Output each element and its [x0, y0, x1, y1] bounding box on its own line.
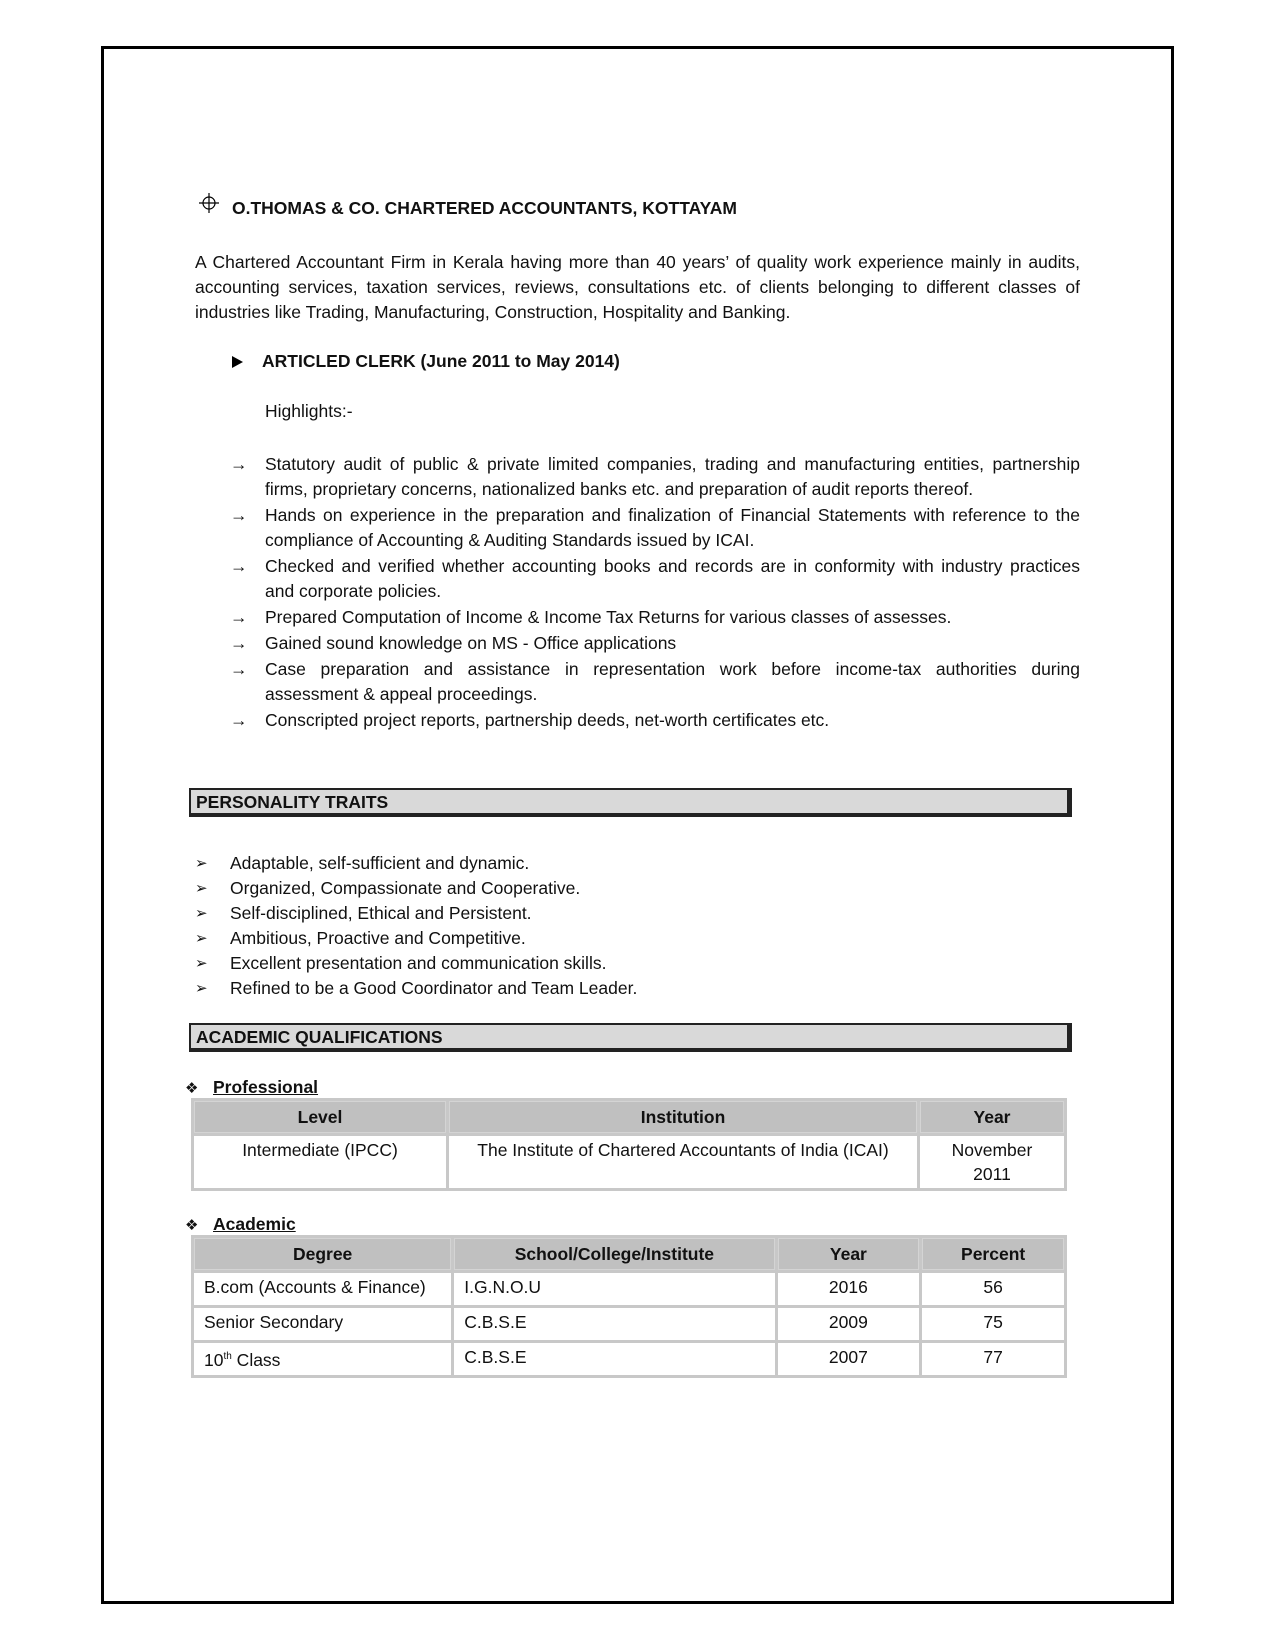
table-row	[194, 1308, 1064, 1340]
list-item: ➢ Organized, Compassionate and Cooperative.	[195, 876, 637, 901]
table-row	[194, 1273, 1064, 1305]
cell-degree: B.com (Accounts & Finance)	[194, 1273, 451, 1305]
arrow-icon: →	[230, 454, 248, 474]
role-title	[232, 351, 620, 372]
cell-percent: 77	[922, 1343, 1064, 1375]
column-header: Year	[778, 1238, 920, 1270]
list-item: ➢ Adaptable, self-sufficient and dynamic.	[195, 851, 637, 876]
firm-description: A Chartered Accountant Firm in Kerala having more than 40 years’ of quality work experience mainly in audits, accounting services, taxation services, reviews, consultations etc. of clients belonging to different classes of industries like Trading, Manufacturing, Construction, Hospitality and Banking.	[195, 252, 1080, 322]
column-header: Level	[194, 1101, 446, 1133]
list-item: → Conscripted project reports, partnership deeds, net-worth certificates etc.	[230, 708, 1080, 733]
table-row	[194, 1343, 1064, 1375]
arrowhead-bullet-icon: ➢	[195, 855, 208, 872]
arrow-icon: →	[230, 556, 248, 576]
diamond-bullet-icon: ❖	[185, 1079, 199, 1097]
arrowhead-bullet-icon: ➢	[195, 955, 208, 972]
list-item: ➢ Refined to be a Good Coordinator and Team Leader.	[195, 976, 637, 1001]
list-item: → Checked and verified whether accounting books and records are in conformity with industry practices and corporate policies.	[230, 554, 1080, 604]
arrowhead-bullet-icon: ➢	[195, 930, 208, 947]
role-label: ARTICLED CLERK (June 2011 to May 2014)	[262, 351, 620, 371]
column-header: Degree	[194, 1238, 451, 1270]
list-item: → Statutory audit of public & private limited companies, trading and manufacturing entities, partnership firms, proprietary concerns, nationalized banks etc. and preparation of audit reports thereof.	[230, 452, 1080, 502]
cell-year: 2016	[778, 1273, 920, 1305]
table-header-row	[194, 1101, 1064, 1133]
triangle-bullet-icon	[232, 356, 243, 368]
arrow-icon: →	[230, 607, 248, 627]
arrow-icon: →	[230, 633, 248, 653]
cell-year: 2009	[778, 1308, 920, 1340]
column-header: School/College/Institute	[454, 1238, 774, 1270]
table-row	[194, 1136, 1064, 1188]
subheading-professional: ❖ Professional	[185, 1077, 319, 1097]
list-item: → Gained sound knowledge on MS - Office applications	[230, 631, 1080, 656]
cell-institution: The Institute of Chartered Accountants of India (ICAI)	[449, 1136, 917, 1188]
subheading-academic: ❖ Academic	[185, 1214, 296, 1234]
cell-degree: Senior Secondary	[194, 1308, 451, 1340]
list-item: ➢ Excellent presentation and communication skills.	[195, 951, 637, 976]
column-header: Institution	[449, 1101, 917, 1133]
highlights-list	[230, 452, 1080, 734]
section-heading-academics: ACADEMIC QUALIFICATIONS	[189, 1023, 1072, 1052]
arrowhead-bullet-icon: ➢	[195, 905, 208, 922]
arrow-icon: →	[230, 505, 248, 525]
professional-table	[191, 1098, 1067, 1191]
highlights-label: Highlights:-	[265, 401, 353, 421]
table-header-row	[194, 1238, 1064, 1270]
list-item: → Case preparation and assistance in representation work before income-tax authorities during assessment & appeal proceedings.	[230, 657, 1080, 707]
list-item: ➢ Ambitious, Proactive and Competitive.	[195, 926, 637, 951]
academic-table	[191, 1235, 1067, 1378]
arrowhead-bullet-icon: ➢	[195, 980, 208, 997]
arrowhead-bullet-icon: ➢	[195, 880, 208, 897]
diamond-bullet-icon: ❖	[185, 1216, 199, 1234]
firm-title	[198, 197, 737, 219]
cell-school: I.G.N.O.U	[454, 1273, 774, 1305]
section-heading-personality: PERSONALITY TRAITS	[189, 788, 1072, 817]
list-item: → Prepared Computation of Income & Income Tax Returns for various classes of assesses.	[230, 605, 1080, 630]
crosshair-icon	[198, 192, 220, 214]
traits-list	[195, 851, 637, 1001]
cell-school: C.B.S.E	[454, 1343, 774, 1375]
list-item: ➢ Self-disciplined, Ethical and Persistent.	[195, 901, 637, 926]
cell-percent: 75	[922, 1308, 1064, 1340]
cell-year: 2007	[778, 1343, 920, 1375]
cell-level: Intermediate (IPCC)	[194, 1136, 446, 1188]
column-header: Percent	[922, 1238, 1064, 1270]
arrow-icon: →	[230, 710, 248, 730]
firm-name: O.THOMAS & CO. CHARTERED ACCOUNTANTS, KOTTAYAM	[232, 197, 737, 218]
column-header: Year	[920, 1101, 1064, 1133]
cell-percent: 56	[922, 1273, 1064, 1305]
cell-school: C.B.S.E	[454, 1308, 774, 1340]
arrow-icon: →	[230, 659, 248, 679]
cell-degree: 10th Class	[194, 1343, 451, 1375]
list-item: → Hands on experience in the preparation and finalization of Financial Statements with reference to the compliance of Accounting & Auditing Standards issued by ICAI.	[230, 503, 1080, 553]
cell-year: November 2011	[920, 1136, 1064, 1188]
